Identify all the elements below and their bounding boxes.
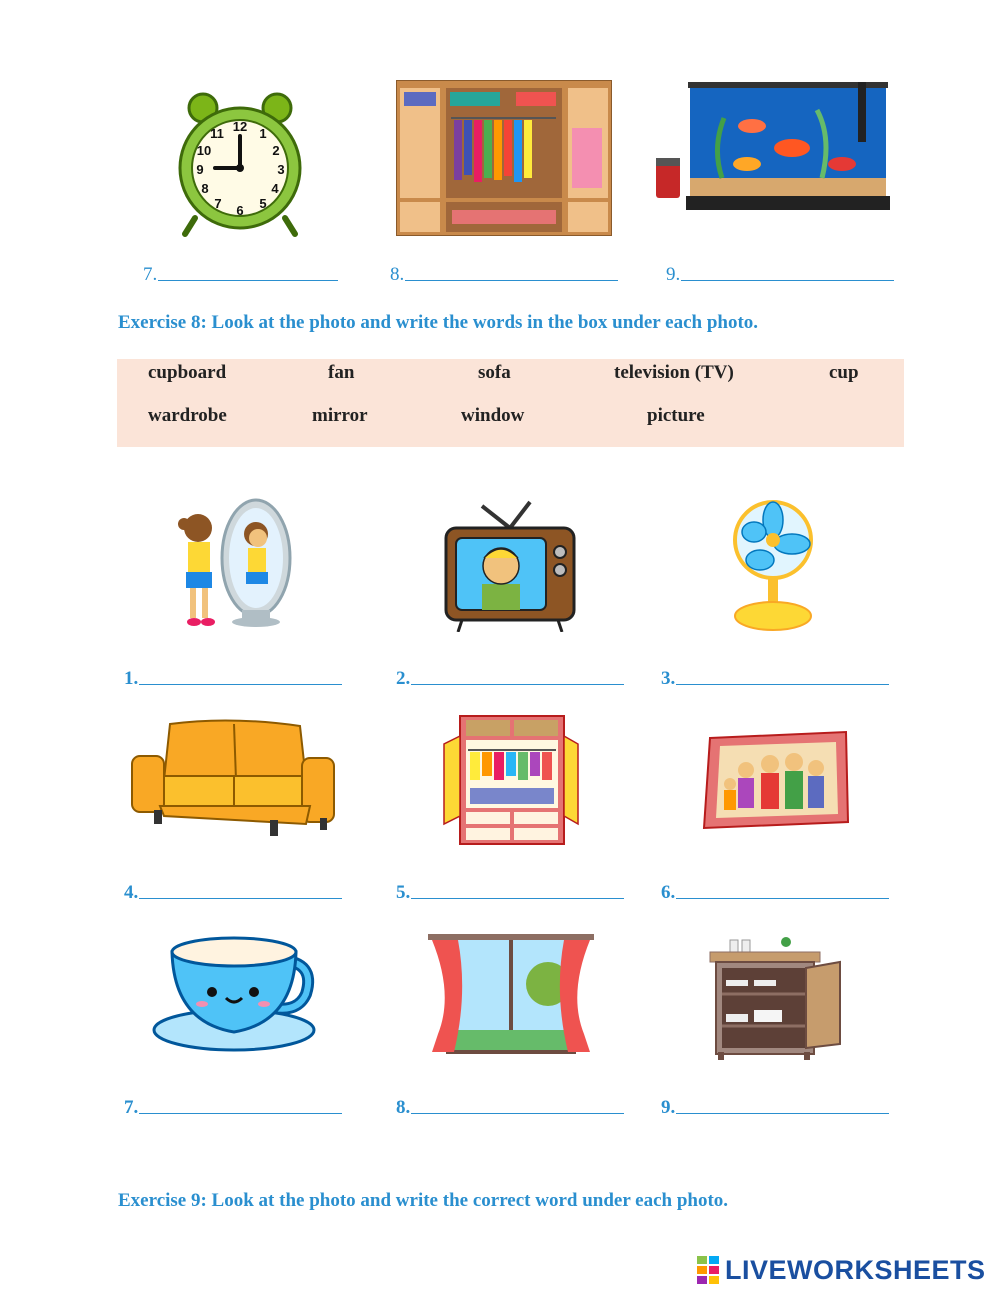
word-sofa: sofa xyxy=(478,362,511,383)
answer-line-1[interactable] xyxy=(124,662,342,690)
answer-number: 7. xyxy=(124,1097,139,1118)
answer-line-2[interactable] xyxy=(396,662,624,690)
logo-text: LIVEWORKSHEETS xyxy=(725,1254,986,1285)
cupboard-picture xyxy=(706,932,844,1060)
answer-line-4[interactable] xyxy=(124,876,342,904)
svg-text:12: 12 xyxy=(232,119,248,134)
sofa-picture xyxy=(130,718,336,840)
fan-picture xyxy=(730,498,816,634)
exercise-9-heading: Exercise 9: Look at the photo and write the correct word under each photo. xyxy=(118,1190,729,1211)
answer-line-5[interactable] xyxy=(396,876,624,904)
word-cupboard: cupboard xyxy=(148,362,227,383)
answer-number: 8. xyxy=(396,1097,411,1118)
open-wardrobe-picture xyxy=(396,80,612,236)
svg-text:2: 2 xyxy=(272,143,280,158)
answer-number: 5. xyxy=(396,882,411,903)
cup-picture xyxy=(150,932,318,1054)
svg-text:3: 3 xyxy=(277,162,285,177)
alarm-clock-picture xyxy=(175,88,305,238)
word-box xyxy=(117,359,904,447)
window-picture xyxy=(428,934,594,1056)
answer-number: 1. xyxy=(124,668,139,689)
answer-input[interactable] xyxy=(416,876,624,900)
word-television: television (TV) xyxy=(614,362,734,383)
answer-input[interactable] xyxy=(163,258,338,282)
exercise-8-heading: Exercise 8: Look at the photo and write the words in the box under each photo. xyxy=(118,312,759,333)
answer-line-top-8[interactable] xyxy=(390,258,618,286)
svg-text:6: 6 xyxy=(236,203,244,218)
wardrobe-picture xyxy=(442,714,580,846)
svg-text:5: 5 xyxy=(259,196,267,211)
answer-input[interactable] xyxy=(686,258,894,282)
television-picture xyxy=(442,500,578,632)
svg-text:4: 4 xyxy=(271,181,279,196)
answer-line-top-9[interactable] xyxy=(666,258,894,286)
answer-line-3[interactable] xyxy=(661,662,889,690)
answer-input[interactable] xyxy=(416,1091,624,1115)
answer-line-9[interactable] xyxy=(661,1091,889,1119)
word-fan: fan xyxy=(328,362,355,383)
answer-input[interactable] xyxy=(144,876,342,900)
svg-text:9: 9 xyxy=(196,162,204,177)
svg-text:7: 7 xyxy=(214,196,222,211)
answer-input[interactable] xyxy=(144,662,342,686)
logo-icon xyxy=(697,1256,721,1284)
girl-mirror-picture xyxy=(172,498,292,633)
answer-number: 4. xyxy=(124,882,139,903)
answer-input[interactable] xyxy=(144,1091,342,1115)
answer-number: 7. xyxy=(143,264,158,285)
answer-input[interactable] xyxy=(681,1091,889,1115)
liveworksheets-logo[interactable] xyxy=(697,1254,986,1286)
answer-line-6[interactable] xyxy=(661,876,889,904)
svg-text:1: 1 xyxy=(259,126,267,141)
svg-text:11: 11 xyxy=(210,126,224,141)
answer-line-top-7[interactable] xyxy=(143,258,338,286)
answer-number: 3. xyxy=(661,668,676,689)
word-window: window xyxy=(461,405,525,426)
answer-input[interactable] xyxy=(416,662,624,686)
word-cup: cup xyxy=(829,362,859,383)
word-picture: picture xyxy=(647,405,705,426)
aquarium-picture xyxy=(652,78,892,218)
picture-frame-picture xyxy=(696,730,852,830)
answer-number: 8. xyxy=(390,264,405,285)
answer-line-7[interactable] xyxy=(124,1091,342,1119)
answer-input[interactable] xyxy=(681,876,889,900)
answer-number: 9. xyxy=(661,1097,676,1118)
answer-input[interactable] xyxy=(410,258,618,282)
answer-number: 2. xyxy=(396,668,411,689)
svg-text:10: 10 xyxy=(196,143,212,158)
word-wardrobe: wardrobe xyxy=(148,405,227,426)
answer-number: 9. xyxy=(666,264,681,285)
svg-text:8: 8 xyxy=(201,181,209,196)
answer-number: 6. xyxy=(661,882,676,903)
answer-input[interactable] xyxy=(681,662,889,686)
answer-line-8[interactable] xyxy=(396,1091,624,1119)
word-mirror: mirror xyxy=(312,405,368,426)
